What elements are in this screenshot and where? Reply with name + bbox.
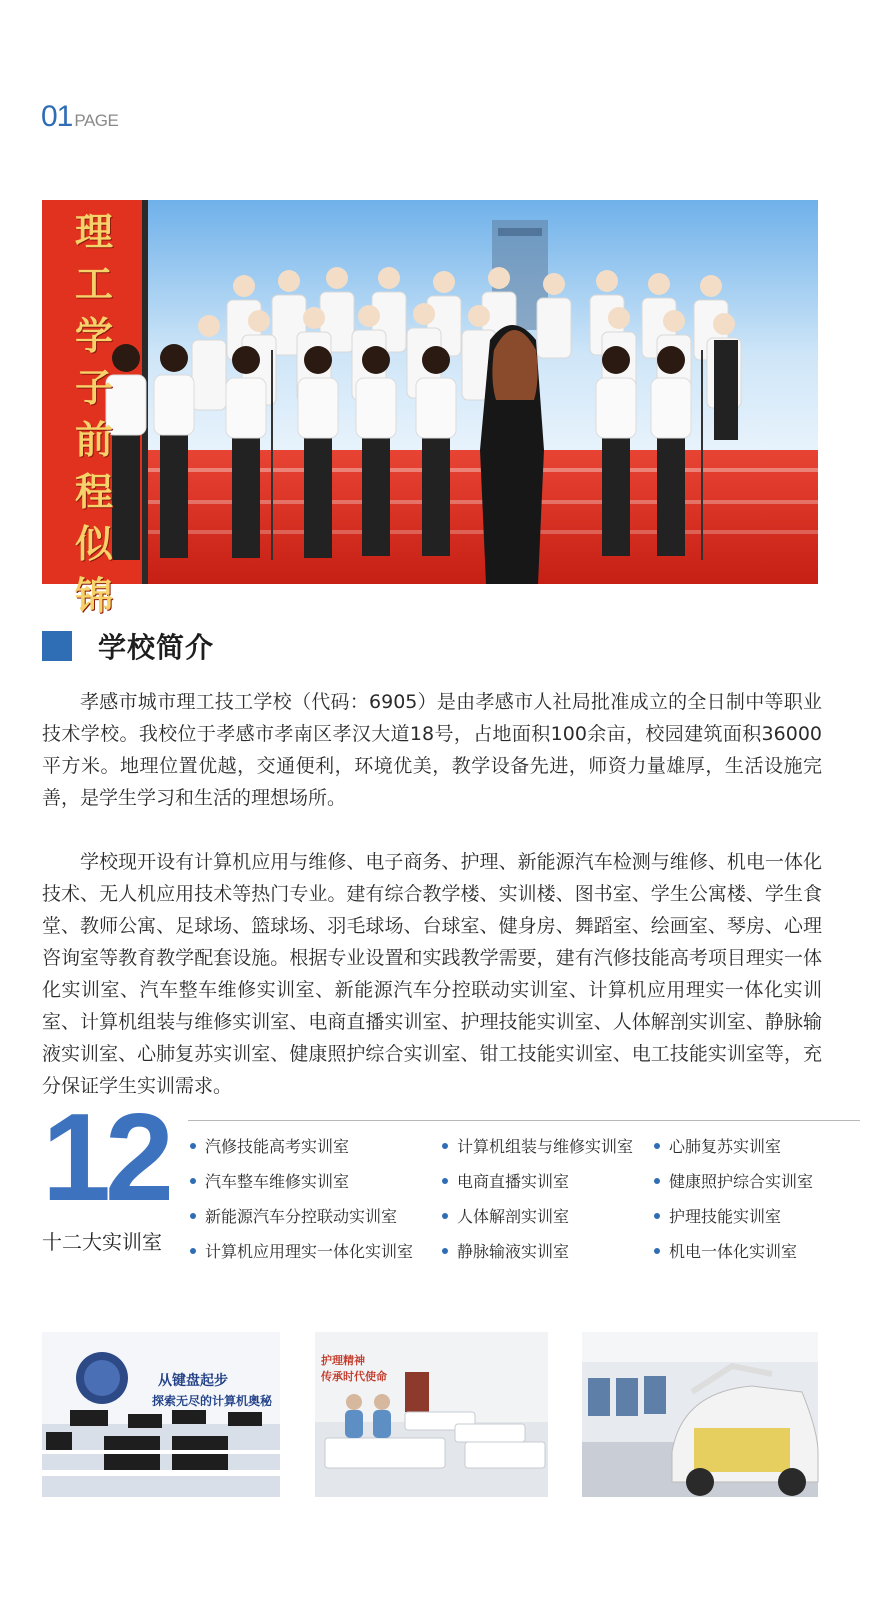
banner-char: 似 (74, 521, 113, 566)
choir-photo (42, 200, 818, 618)
computer-lab-photo (42, 1332, 280, 1497)
lab-list-col-3 (654, 1128, 813, 1268)
bullet-icon (654, 1178, 660, 1184)
lab-list-col-1 (190, 1128, 413, 1268)
lab-name: 电商直播实训室 (457, 1172, 570, 1191)
divider (188, 1120, 860, 1121)
bullet-icon (654, 1248, 660, 1254)
bullet-icon (442, 1213, 448, 1219)
bullet-icon (442, 1248, 448, 1254)
section-square-icon (42, 631, 72, 661)
intro-text (42, 686, 822, 1102)
list-item (442, 1128, 633, 1163)
banner-char: 子 (74, 365, 113, 410)
lab-photos (42, 1332, 818, 1497)
auto-lab-photo (582, 1332, 818, 1497)
bullet-icon (654, 1143, 660, 1149)
lab-name: 健康照护综合实训室 (669, 1172, 814, 1191)
list-item (654, 1163, 813, 1198)
section-header (42, 626, 214, 666)
page-label: PAGE (74, 111, 119, 130)
lab-name: 人体解剖实训室 (457, 1207, 570, 1226)
computer-lab-slogan-2: 探索无尽的计算机奥秘 (152, 1394, 273, 1408)
page-number: 01 (41, 100, 73, 133)
lab-name: 心肺复苏实训室 (669, 1137, 782, 1156)
list-item (442, 1163, 633, 1198)
training-rooms-stats (42, 1089, 822, 1261)
lab-name: 静脉输液实训室 (457, 1242, 570, 1261)
lab-name: 机电一体化实训室 (669, 1242, 798, 1261)
list-item (442, 1198, 633, 1233)
banner-slogan (42, 200, 146, 618)
list-item (442, 1233, 633, 1268)
list-item (654, 1233, 813, 1268)
intro-paragraph: 孝感市城市理工技工学校（代码：6905）是由孝感市人社局批准成立的全日制中等职业技术学校。我校位于孝感市孝南区孝汉大道18号，占地面积100余亩，校园建筑面积36000平方米。地理位置优越，交通便利，环境优美，教学设备先进，师资力量雄厚，生活设施完善，是学生学习和生活的理想场所。 (42, 691, 822, 809)
bullet-icon (190, 1213, 196, 1219)
list-item (654, 1198, 813, 1233)
intro-paragraph: 学校现开设有计算机应用与维修、电子商务、护理、新能源汽车检测与维修、机电一体化技术、无人机应用技术等热门专业。建有综合教学楼、实训楼、图书室、学生公寓楼、学生食堂、教师公寓、足球场、篮球场、羽毛球场、台球室、健身房、舞蹈室、绘画室、琴房、心理咨询室等教育教学配套设施。根据专业设置和实践教学需要，建有汽修技能高考项目理实一体化实训室、汽车整车维修实训室、新能源汽车分控联动实训室、计算机应用理实一体化实训室、计算机组装与维修实训室、电商直播实训室、护理技能实训室、人体解剖实训室、静脉输液实训室、心肺复苏实训室、健康照护综合实训室、钳工技能实训室、电工技能实训室等，充分保证学生实训需求。 (42, 851, 822, 1097)
banner-char: 工 (74, 261, 113, 306)
lab-name: 新能源汽车分控联动实训室 (205, 1207, 398, 1226)
banner-char: 学 (74, 313, 113, 358)
rooms-count: 12 (42, 1089, 168, 1227)
lab-name: 计算机组装与维修实训室 (457, 1137, 634, 1156)
banner-char: 锦 (74, 573, 113, 618)
bullet-icon (442, 1143, 448, 1149)
list-item (190, 1128, 413, 1163)
lab-list-col-2 (442, 1128, 633, 1268)
computer-lab-illustration (42, 1332, 280, 1497)
list-item (190, 1198, 413, 1233)
choir-photo-illustration (42, 200, 818, 584)
list-item (654, 1128, 813, 1163)
bullet-icon (190, 1248, 196, 1254)
bullet-icon (190, 1178, 196, 1184)
page-marker (41, 100, 118, 134)
lab-name: 汽修技能高考实训室 (205, 1137, 350, 1156)
computer-lab-slogan-1: 从键盘起步 (158, 1373, 228, 1389)
auto-lab-illustration (582, 1332, 818, 1497)
nursing-lab-slogan-2: 传承时代使命 (321, 1370, 387, 1383)
banner-char: 前 (74, 417, 113, 462)
rooms-count-label: 十二大实训室 (42, 1230, 162, 1254)
list-item (190, 1163, 413, 1198)
lab-name: 汽车整车维修实训室 (205, 1172, 350, 1191)
lab-name: 护理技能实训室 (669, 1207, 782, 1226)
bullet-icon (654, 1213, 660, 1219)
nursing-lab-slogan-1: 护理精神 (321, 1354, 365, 1367)
banner-char: 程 (74, 469, 113, 514)
lab-name: 计算机应用理实一体化实训室 (205, 1242, 414, 1261)
list-item (190, 1233, 413, 1268)
section-title: 学校简介 (98, 631, 215, 664)
bullet-icon (442, 1178, 448, 1184)
banner-char: 理 (74, 209, 113, 254)
nursing-lab-photo (315, 1332, 548, 1497)
bullet-icon (190, 1143, 196, 1149)
